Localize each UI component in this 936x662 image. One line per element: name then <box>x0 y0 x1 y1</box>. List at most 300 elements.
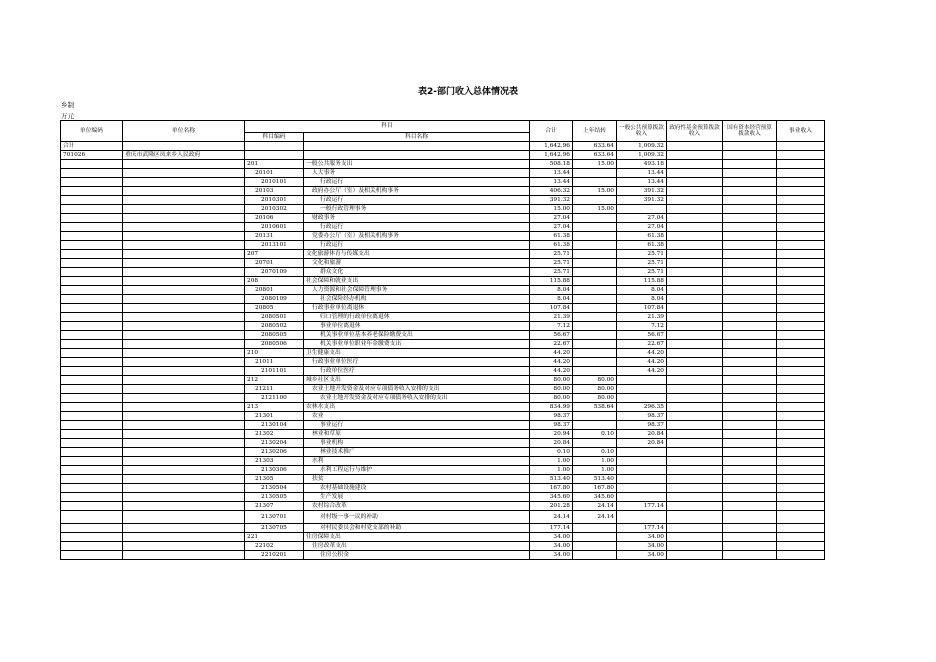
cell-fund-budget <box>667 313 723 322</box>
cell-subject-code: 2121100 <box>245 394 304 403</box>
cell-unit-name <box>123 394 245 403</box>
cell-subject-code: 2080502 <box>245 322 304 331</box>
cell-business-income <box>777 340 825 349</box>
cell-unit-name <box>123 241 245 250</box>
cell-carryover <box>573 322 617 331</box>
cell-subject-code: 21303 <box>245 457 304 466</box>
table-row <box>61 223 825 232</box>
cell-subject-code: 2010101 <box>245 178 304 187</box>
cell-fund-budget <box>667 268 723 277</box>
cell-business-income <box>777 475 825 484</box>
table-row <box>61 457 825 466</box>
cell-fund-budget <box>667 151 723 160</box>
cell-fund-budget <box>667 169 723 178</box>
table-row <box>61 286 825 295</box>
cell-state-capital <box>723 524 777 533</box>
cell-total: 34.00 <box>530 551 573 560</box>
cell-unit-name <box>123 430 245 439</box>
cell-general-budget: 7.12 <box>617 322 667 331</box>
cell-carryover <box>573 259 617 268</box>
cell-unit-code <box>61 304 123 313</box>
header-unit-code: 单位编码 <box>61 121 123 142</box>
cell-carryover <box>573 169 617 178</box>
cell-fund-budget <box>667 250 723 259</box>
cell-business-income <box>777 403 825 412</box>
table-row <box>61 367 825 376</box>
cell-carryover <box>573 533 617 542</box>
table-row <box>61 268 825 277</box>
cell-unit-code <box>61 542 123 551</box>
cell-business-income <box>777 268 825 277</box>
cell-general-budget <box>617 457 667 466</box>
cell-unit-name <box>123 196 245 205</box>
cell-subject-code: 2130505 <box>245 493 304 502</box>
cell-subject-code: 210 <box>245 349 304 358</box>
cell-total: 34.00 <box>530 533 573 542</box>
header-subject: 科目 <box>245 121 530 133</box>
cell-unit-code <box>61 457 123 466</box>
cell-general-budget: 44.20 <box>617 349 667 358</box>
cell-subject-name: 文化旅游体育与传媒支出 <box>304 250 530 259</box>
cell-carryover: 538.64 <box>573 403 617 412</box>
cell-unit-name <box>123 533 245 542</box>
cell-fund-budget <box>667 533 723 542</box>
cell-total: 13.44 <box>530 169 573 178</box>
cell-general-budget: 21.39 <box>617 313 667 322</box>
cell-business-income <box>777 412 825 421</box>
table-row <box>61 484 825 493</box>
cell-fund-budget <box>667 340 723 349</box>
cell-total: 345.60 <box>530 493 573 502</box>
table-row <box>61 205 825 214</box>
cell-state-capital <box>723 484 777 493</box>
cell-general-budget: 493.18 <box>617 160 667 169</box>
table-row <box>61 322 825 331</box>
cell-carryover <box>573 304 617 313</box>
cell-fund-budget <box>667 160 723 169</box>
income-table <box>60 120 825 560</box>
cell-carryover: 1.00 <box>573 457 617 466</box>
cell-unit-name <box>123 313 245 322</box>
cell-business-income <box>777 241 825 250</box>
cell-general-budget: 25.71 <box>617 268 667 277</box>
cell-carryover: 15.00 <box>573 187 617 196</box>
cell-carryover <box>573 214 617 223</box>
cell-subject-code <box>245 142 304 151</box>
cell-total: 98.37 <box>530 421 573 430</box>
cell-fund-budget <box>667 448 723 457</box>
cell-subject-code: 20805 <box>245 304 304 313</box>
cell-subject-code: 2210201 <box>245 551 304 560</box>
header-state-capital: 国有资本经营预算拨款收入 <box>723 121 777 142</box>
cell-unit-code <box>61 340 123 349</box>
cell-total: 61.38 <box>530 241 573 250</box>
cell-total: 15.00 <box>530 205 573 214</box>
cell-fund-budget <box>667 385 723 394</box>
table-row <box>61 169 825 178</box>
cell-state-capital <box>723 457 777 466</box>
cell-total: 391.32 <box>530 196 573 205</box>
cell-subject-name: 事业机构 <box>304 439 530 448</box>
cell-fund-budget <box>667 142 723 151</box>
cell-subject-code: 201 <box>245 160 304 169</box>
cell-unit-name <box>123 421 245 430</box>
cell-subject-name: 行政运行 <box>304 178 530 187</box>
cell-subject-name: 卫生健康支出 <box>304 349 530 358</box>
cell-business-income <box>777 421 825 430</box>
cell-business-income <box>777 367 825 376</box>
cell-general-budget: 1,009.32 <box>617 142 667 151</box>
cell-unit-code <box>61 466 123 475</box>
cell-subject-code: 20701 <box>245 259 304 268</box>
cell-total: 1.00 <box>530 457 573 466</box>
table-row <box>61 277 825 286</box>
cell-fund-budget <box>667 439 723 448</box>
cell-fund-budget <box>667 542 723 551</box>
cell-business-income <box>777 331 825 340</box>
cell-carryover <box>573 277 617 286</box>
cell-carryover: 24.14 <box>573 502 617 511</box>
table-row <box>61 214 825 223</box>
currency-label: 万元 <box>61 112 74 120</box>
cell-carryover <box>573 542 617 551</box>
cell-unit-name <box>123 484 245 493</box>
cell-general-budget: 61.38 <box>617 232 667 241</box>
cell-carryover <box>573 268 617 277</box>
cell-business-income <box>777 358 825 367</box>
table-row <box>61 511 825 524</box>
cell-unit-name <box>123 142 245 151</box>
cell-total: 7.12 <box>530 322 573 331</box>
cell-subject-code: 20801 <box>245 286 304 295</box>
cell-general-budget: 115.88 <box>617 277 667 286</box>
cell-state-capital <box>723 376 777 385</box>
cell-state-capital <box>723 178 777 187</box>
cell-carryover <box>573 178 617 187</box>
cell-unit-name <box>123 412 245 421</box>
cell-carryover: 15.00 <box>573 205 617 214</box>
cell-subject-code: 22102 <box>245 542 304 551</box>
cell-total: 61.38 <box>530 232 573 241</box>
cell-subject-code: 21307 <box>245 502 304 511</box>
cell-total: 406.32 <box>530 187 573 196</box>
cell-state-capital <box>723 160 777 169</box>
cell-unit-name <box>123 551 245 560</box>
cell-unit-name <box>123 259 245 268</box>
table-row <box>61 493 825 502</box>
cell-state-capital <box>723 187 777 196</box>
cell-total: 44.20 <box>530 358 573 367</box>
cell-state-capital <box>723 542 777 551</box>
cell-total: 201.28 <box>530 502 573 511</box>
cell-unit-code <box>61 187 123 196</box>
cell-fund-budget <box>667 295 723 304</box>
cell-fund-budget <box>667 205 723 214</box>
cell-unit-name <box>123 322 245 331</box>
cell-business-income <box>777 542 825 551</box>
table-row <box>61 196 825 205</box>
cell-fund-budget <box>667 475 723 484</box>
cell-business-income <box>777 205 825 214</box>
cell-subject-name: 林业技术推广 <box>304 448 530 457</box>
cell-state-capital <box>723 169 777 178</box>
cell-subject-name: 政府办公厅（室）及相关机构事务 <box>304 187 530 196</box>
cell-carryover: 0.10 <box>573 448 617 457</box>
cell-fund-budget <box>667 259 723 268</box>
cell-carryover: 80.00 <box>573 376 617 385</box>
cell-fund-budget <box>667 241 723 250</box>
cell-subject-name: 行政单位医疗 <box>304 367 530 376</box>
table-row <box>61 160 825 169</box>
cell-total: 25.71 <box>530 268 573 277</box>
cell-subject-name: 一般公共服务支出 <box>304 160 530 169</box>
cell-unit-code <box>61 241 123 250</box>
cell-subject-code: 221 <box>245 533 304 542</box>
cell-carryover <box>573 349 617 358</box>
cell-unit-code <box>61 376 123 385</box>
cell-total: 20.84 <box>530 439 573 448</box>
cell-unit-code <box>61 295 123 304</box>
cell-unit-code <box>61 403 123 412</box>
cell-unit-name <box>123 358 245 367</box>
cell-general-budget: 56.67 <box>617 331 667 340</box>
cell-carryover <box>573 196 617 205</box>
cell-total: 20.94 <box>530 430 573 439</box>
cell-total: 80.00 <box>530 394 573 403</box>
table-row <box>61 340 825 349</box>
cell-state-capital <box>723 214 777 223</box>
cell-state-capital <box>723 430 777 439</box>
cell-unit-code <box>61 160 123 169</box>
cell-subject-code: 20103 <box>245 187 304 196</box>
cell-state-capital <box>723 493 777 502</box>
cell-general-budget <box>617 475 667 484</box>
cell-general-budget: 391.32 <box>617 196 667 205</box>
cell-fund-budget <box>667 376 723 385</box>
cell-total: 27.04 <box>530 223 573 232</box>
table-row <box>61 376 825 385</box>
cell-carryover <box>573 232 617 241</box>
cell-subject-name: 机关事业单位基本养老保险缴费支出 <box>304 331 530 340</box>
cell-unit-name: 重庆市武隆区凤来乡人民政府 <box>123 151 245 160</box>
cell-subject-name: 群众文化 <box>304 268 530 277</box>
table-row <box>61 502 825 511</box>
cell-unit-code <box>61 322 123 331</box>
cell-subject-name: 行政运行 <box>304 241 530 250</box>
cell-carryover <box>573 331 617 340</box>
cell-business-income <box>777 295 825 304</box>
cell-subject-name: 城乡社区支出 <box>304 376 530 385</box>
cell-subject-code: 2013101 <box>245 241 304 250</box>
cell-subject-code: 21301 <box>245 412 304 421</box>
cell-carryover <box>573 367 617 376</box>
cell-fund-budget <box>667 331 723 340</box>
cell-subject-name: 文化和旅游 <box>304 259 530 268</box>
cell-unit-code <box>61 196 123 205</box>
cell-general-budget: 20.84 <box>617 439 667 448</box>
cell-business-income <box>777 385 825 394</box>
cell-unit-code <box>61 169 123 178</box>
cell-state-capital <box>723 551 777 560</box>
cell-subject-name: 社会保障和就业支出 <box>304 277 530 286</box>
cell-subject-name: 水利 <box>304 457 530 466</box>
cell-subject-code: 21305 <box>245 475 304 484</box>
cell-carryover <box>573 358 617 367</box>
cell-fund-budget <box>667 421 723 430</box>
cell-general-budget <box>617 376 667 385</box>
cell-unit-code <box>61 448 123 457</box>
cell-state-capital <box>723 223 777 232</box>
cell-carryover <box>573 313 617 322</box>
cell-unit-code <box>61 524 123 533</box>
cell-unit-name <box>123 448 245 457</box>
cell-subject-name: 生产发展 <box>304 493 530 502</box>
cell-subject-code: 2080109 <box>245 295 304 304</box>
cell-state-capital <box>723 331 777 340</box>
cell-subject-name: 社会保险经办机构 <box>304 295 530 304</box>
cell-carryover <box>573 340 617 349</box>
cell-subject-name: 农业土地开发资金及对应专项债务收入安排的支出 <box>304 385 530 394</box>
cell-general-budget: 13.44 <box>617 169 667 178</box>
cell-state-capital <box>723 502 777 511</box>
cell-unit-code <box>61 277 123 286</box>
cell-subject-name: 住房保障支出 <box>304 533 530 542</box>
cell-unit-code <box>61 533 123 542</box>
cell-carryover <box>573 551 617 560</box>
cell-business-income <box>777 533 825 542</box>
cell-subject-name: 住房改革支出 <box>304 542 530 551</box>
cell-unit-name <box>123 286 245 295</box>
table-row <box>61 358 825 367</box>
cell-state-capital <box>723 358 777 367</box>
cell-business-income <box>777 187 825 196</box>
cell-state-capital <box>723 394 777 403</box>
cell-general-budget <box>617 484 667 493</box>
cell-fund-budget <box>667 457 723 466</box>
cell-carryover <box>573 421 617 430</box>
cell-subject-name: 归口管理的行政单位离退休 <box>304 313 530 322</box>
cell-total: 8.04 <box>530 295 573 304</box>
cell-business-income <box>777 196 825 205</box>
cell-subject-code: 213 <box>245 403 304 412</box>
cell-general-budget: 8.04 <box>617 295 667 304</box>
cell-general-budget <box>617 466 667 475</box>
cell-subject-name: 事业运行 <box>304 421 530 430</box>
table-row <box>61 349 825 358</box>
cell-subject-code: 2130104 <box>245 421 304 430</box>
cell-state-capital <box>723 205 777 214</box>
cell-unit-name <box>123 178 245 187</box>
cell-state-capital <box>723 241 777 250</box>
cell-fund-budget <box>667 502 723 511</box>
cell-total: 25.71 <box>530 250 573 259</box>
table-row <box>61 475 825 484</box>
cell-unit-code <box>61 205 123 214</box>
cell-general-budget: 61.38 <box>617 241 667 250</box>
cell-general-budget: 98.37 <box>617 412 667 421</box>
cell-fund-budget <box>667 223 723 232</box>
cell-state-capital <box>723 277 777 286</box>
cell-unit-name <box>123 268 245 277</box>
cell-subject-name: 机关事业单位职业年金缴费支出 <box>304 340 530 349</box>
cell-carryover: 513.40 <box>573 475 617 484</box>
cell-subject-name: 住房公积金 <box>304 551 530 560</box>
cell-subject-code: 2130701 <box>245 511 304 524</box>
cell-unit-code <box>61 268 123 277</box>
cell-carryover: 633.64 <box>573 142 617 151</box>
cell-subject-code: 2130206 <box>245 448 304 457</box>
cell-subject-name: 党委办公厅（室）及相关机构事务 <box>304 232 530 241</box>
cell-general-budget: 20.84 <box>617 430 667 439</box>
cell-subject-code: 21302 <box>245 430 304 439</box>
cell-business-income <box>777 286 825 295</box>
cell-fund-budget <box>667 430 723 439</box>
cell-carryover <box>573 250 617 259</box>
table-row <box>61 430 825 439</box>
cell-state-capital <box>723 367 777 376</box>
cell-subject-name: 行政运行 <box>304 196 530 205</box>
cell-general-budget: 22.67 <box>617 340 667 349</box>
cell-fund-budget <box>667 304 723 313</box>
cell-business-income <box>777 466 825 475</box>
cell-total: 167.80 <box>530 484 573 493</box>
cell-business-income <box>777 160 825 169</box>
table-row <box>61 331 825 340</box>
cell-subject-code: 2130306 <box>245 466 304 475</box>
cell-total: 0.10 <box>530 448 573 457</box>
cell-total: 107.84 <box>530 304 573 313</box>
cell-subject-code: 20101 <box>245 169 304 178</box>
cell-unit-code <box>61 232 123 241</box>
cell-subject-name: 人力资源和社会保障管理事务 <box>304 286 530 295</box>
cell-total: 513.40 <box>530 475 573 484</box>
cell-business-income <box>777 484 825 493</box>
cell-unit-name <box>123 331 245 340</box>
cell-unit-name <box>123 205 245 214</box>
cell-state-capital <box>723 340 777 349</box>
cell-business-income <box>777 142 825 151</box>
cell-unit-name <box>123 439 245 448</box>
cell-unit-name <box>123 232 245 241</box>
cell-carryover: 0.10 <box>573 430 617 439</box>
cell-fund-budget <box>667 394 723 403</box>
cell-state-capital <box>723 385 777 394</box>
cell-business-income <box>777 178 825 187</box>
cell-unit-name <box>123 223 245 232</box>
cell-unit-code: 701026 <box>61 151 123 160</box>
cell-fund-budget <box>667 493 723 502</box>
cell-unit-name <box>123 367 245 376</box>
cell-unit-code <box>61 250 123 259</box>
cell-subject-code: 208 <box>245 277 304 286</box>
cell-general-budget <box>617 394 667 403</box>
cell-state-capital <box>723 286 777 295</box>
cell-general-budget <box>617 511 667 524</box>
cell-subject-code: 207 <box>245 250 304 259</box>
cell-general-budget: 8.04 <box>617 286 667 295</box>
cell-fund-budget <box>667 524 723 533</box>
cell-business-income <box>777 322 825 331</box>
cell-carryover: 24.14 <box>573 511 617 524</box>
cell-unit-code <box>61 502 123 511</box>
table-row <box>61 533 825 542</box>
cell-unit-name <box>123 340 245 349</box>
cell-unit-name <box>123 502 245 511</box>
cell-unit-code <box>61 286 123 295</box>
cell-subject-code: 2080501 <box>245 313 304 322</box>
cell-subject-code: 2101101 <box>245 367 304 376</box>
cell-total: 13.44 <box>530 178 573 187</box>
